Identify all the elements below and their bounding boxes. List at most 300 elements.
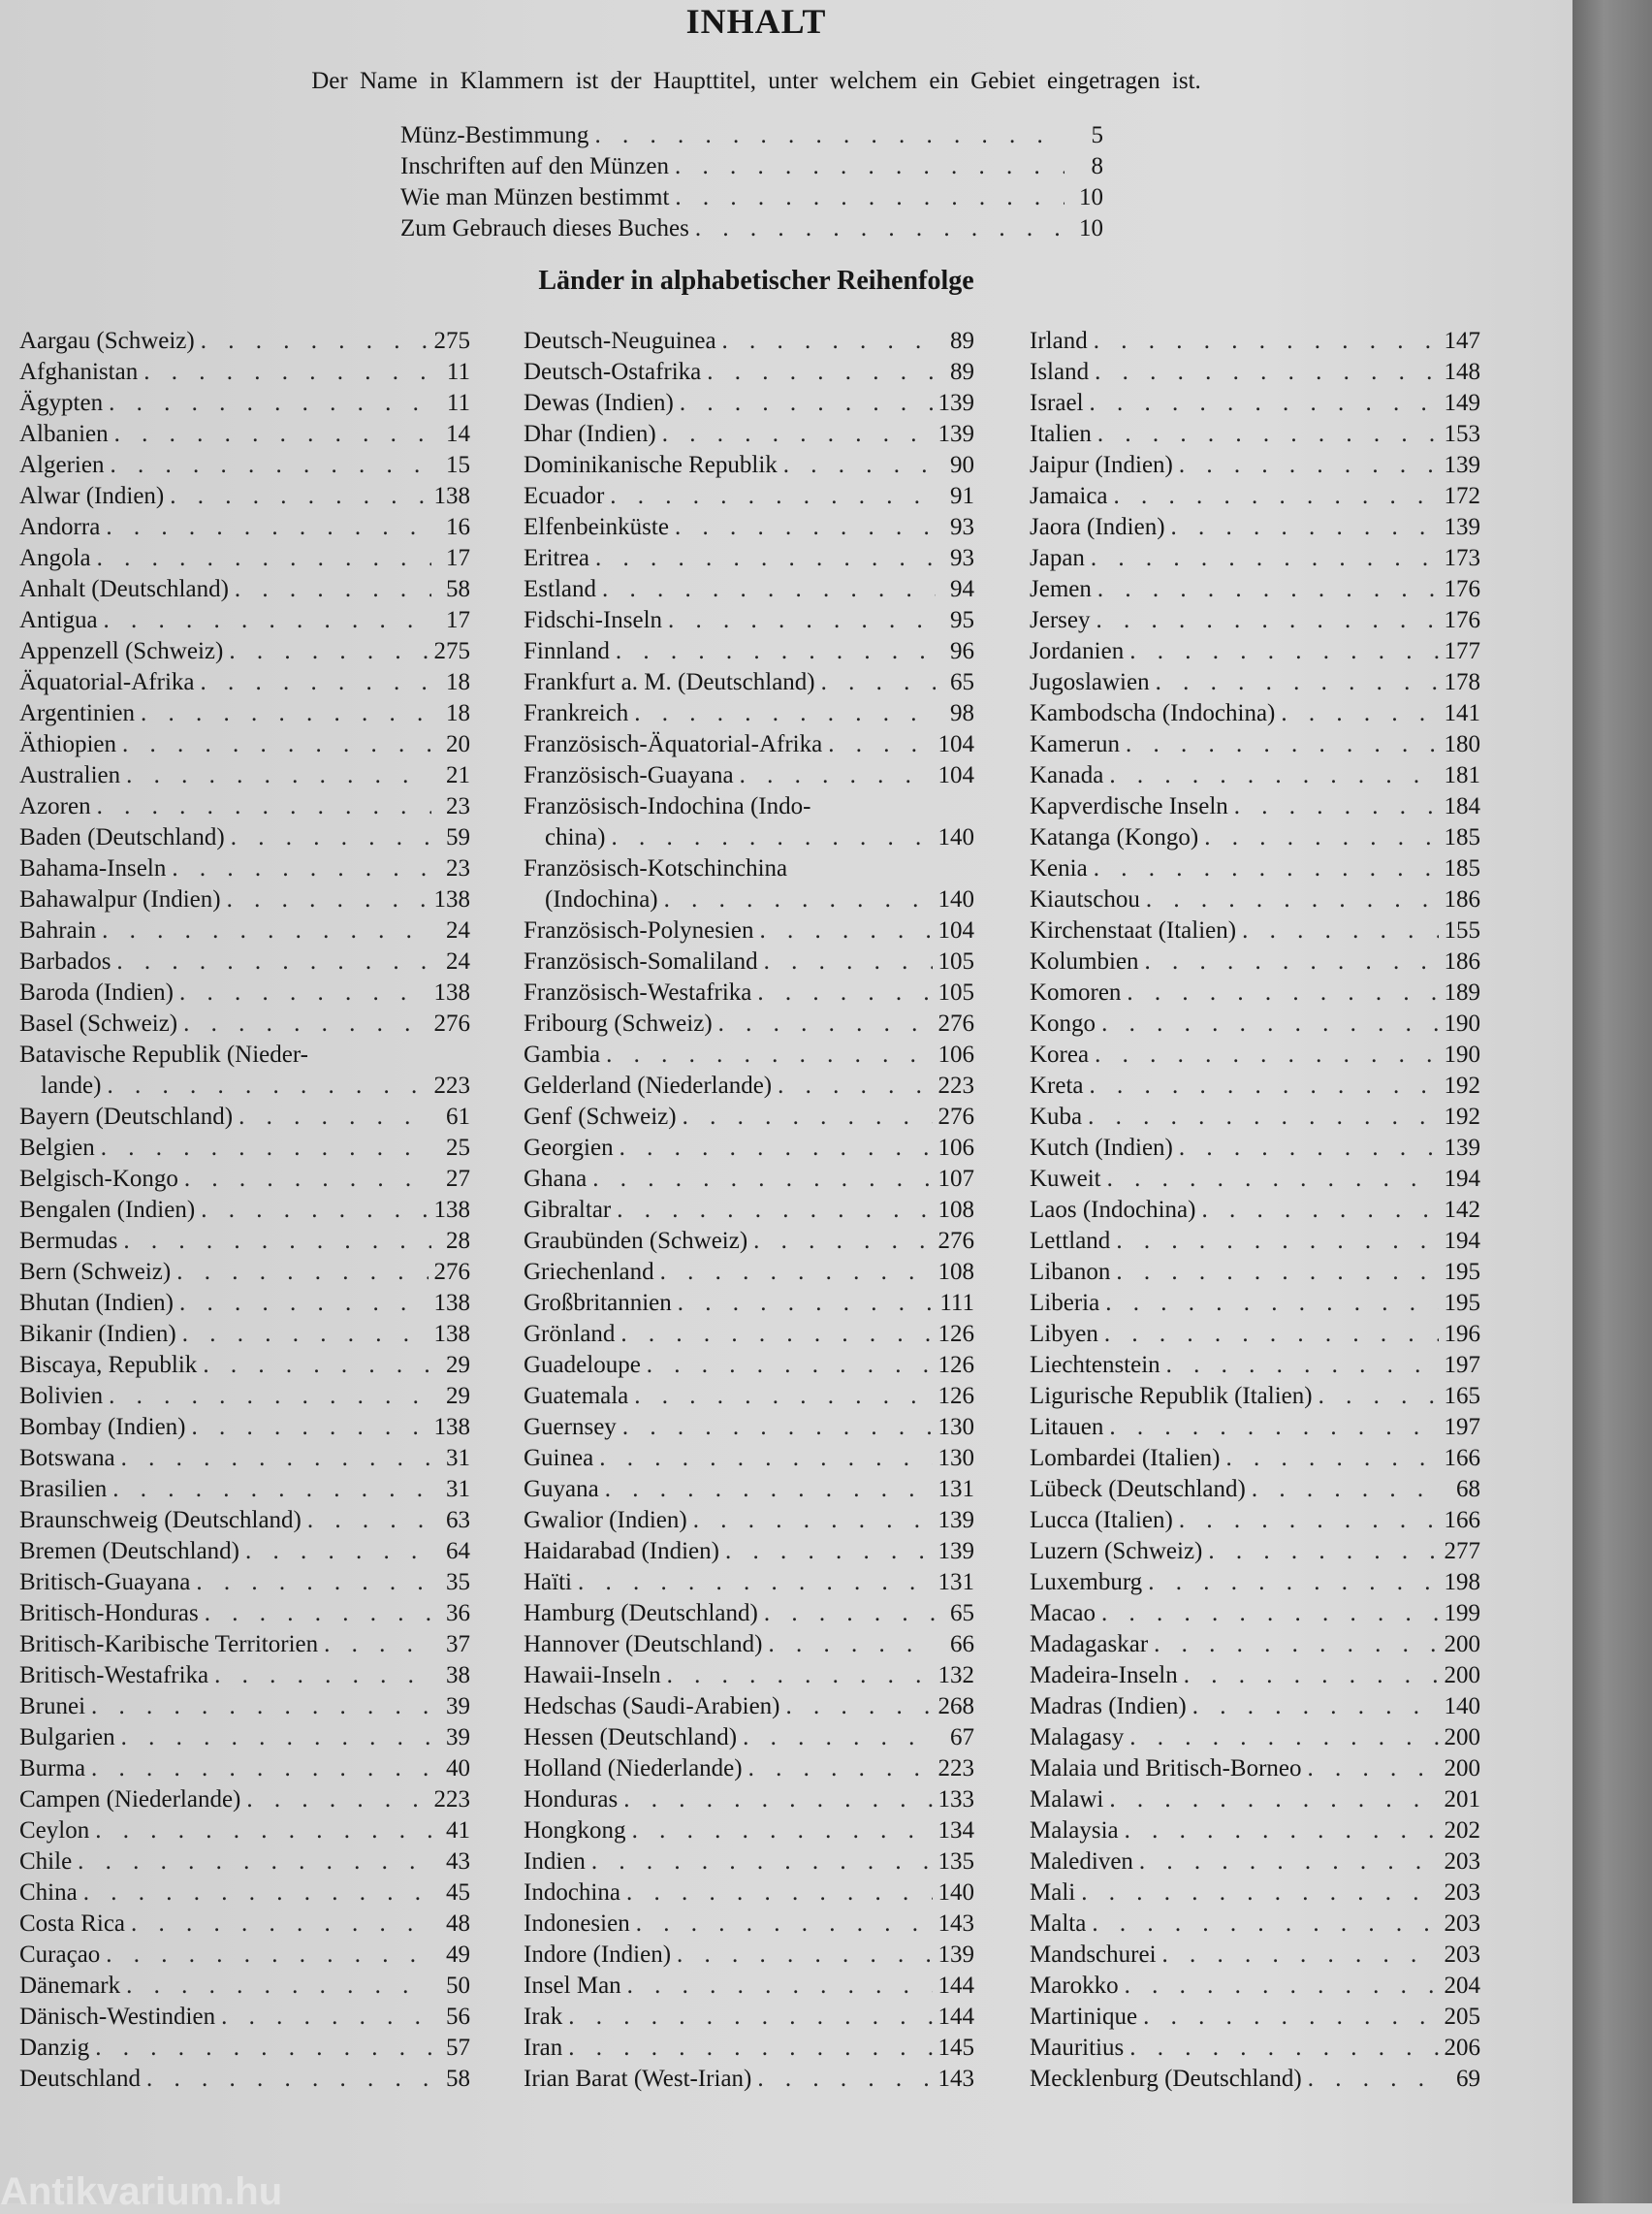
entry-name: Jemen (1030, 576, 1092, 602)
index-entry (524, 1848, 974, 1879)
entry-page: 176 (1444, 607, 1480, 633)
entry-page: 24 (446, 917, 470, 944)
entry-page: 200 (1444, 1631, 1480, 1657)
index-entry (19, 1600, 470, 1631)
index-entry (524, 421, 974, 452)
dot-leader (1281, 700, 1438, 727)
entry-page: 134 (937, 1817, 974, 1844)
dot-leader (677, 1941, 932, 1969)
dot-leader (616, 638, 936, 665)
entry-page: 105 (937, 979, 974, 1006)
dot-leader (606, 1042, 932, 1069)
entry-page: 155 (1444, 917, 1480, 944)
entry-name: Wie man Münzen bestimmt (400, 184, 670, 210)
entry-name: Jersey (1030, 607, 1091, 633)
entry-page: 153 (1444, 421, 1480, 447)
index-entry (1030, 855, 1480, 886)
entry-name: Ligurische Republik (Italien) (1030, 1383, 1313, 1409)
index-entry (400, 215, 1103, 246)
index-entry (524, 1166, 974, 1197)
entry-page: 197 (1444, 1414, 1480, 1440)
dot-leader (778, 1073, 932, 1100)
index-entry (19, 700, 470, 731)
toc-list (400, 122, 1103, 246)
entry-name: Antigua (19, 607, 98, 633)
index-entry (400, 122, 1103, 153)
entry-page: 132 (937, 1662, 974, 1688)
entry-page: 126 (937, 1321, 974, 1347)
dot-leader (695, 215, 1064, 242)
index-entry (19, 390, 470, 421)
dot-leader (1096, 607, 1438, 634)
entry-page: 196 (1444, 1321, 1480, 1347)
dot-leader (634, 700, 936, 727)
entry-page: 93 (950, 545, 974, 571)
dot-leader (182, 1321, 429, 1348)
entry-name: Lucca (Italien) (1030, 1507, 1173, 1533)
dot-leader (722, 328, 936, 355)
dot-leader (200, 669, 431, 696)
entry-name: Kapverdische Inseln (1030, 793, 1228, 819)
dot-leader (660, 1259, 933, 1286)
entry-name: Jordanien (1030, 638, 1125, 664)
dot-leader (1114, 483, 1439, 510)
dot-leader (610, 483, 936, 510)
entry-name: Frankreich (524, 700, 629, 726)
entry-name: Jaora (Indien) (1030, 514, 1165, 540)
index-entry (19, 1662, 470, 1693)
index-entry (19, 979, 470, 1011)
entry-name: Belgisch-Kongo (19, 1166, 178, 1192)
dot-leader (245, 1538, 431, 1565)
entry-page: 149 (1444, 390, 1480, 416)
entry-name: Libanon (1030, 1259, 1111, 1285)
index-entry (524, 1631, 974, 1662)
dot-leader (1094, 855, 1439, 882)
entry-page: 195 (1444, 1259, 1480, 1285)
dot-leader (599, 1445, 932, 1472)
entry-name: Lettland (1030, 1228, 1111, 1254)
entry-name: Hamburg (Deutschland) (524, 1600, 758, 1626)
index-entry (19, 1166, 470, 1197)
dot-leader (611, 824, 932, 851)
entry-name: Alwar (Indien) (19, 483, 165, 509)
entry-page: 106 (937, 1135, 974, 1161)
entry-name: Indien (524, 1848, 586, 1875)
index-entry (19, 1910, 470, 1941)
entry-name: Bolivien (19, 1383, 104, 1409)
entry-page: 223 (937, 1755, 974, 1781)
dot-leader (227, 886, 429, 914)
dot-leader (1208, 1538, 1438, 1565)
entry-page: 203 (1444, 1848, 1480, 1875)
entry-page: 165 (1444, 1383, 1480, 1409)
index-entry (524, 1600, 974, 1631)
dot-leader (229, 638, 428, 665)
entry-name: Bremen (Deutschland) (19, 1538, 240, 1564)
entry-page: 148 (1444, 359, 1480, 385)
dot-leader (591, 1848, 933, 1876)
index-entry (524, 1476, 974, 1507)
entry-page: 18 (446, 700, 470, 726)
entry-page: 49 (446, 1941, 470, 1968)
index-entry (1030, 979, 1480, 1011)
entry-name: Dewas (Indien) (524, 390, 674, 416)
entry-name: Grönland (524, 1321, 616, 1347)
index-entry (19, 1879, 470, 1910)
dot-leader (594, 122, 1064, 149)
dot-leader (205, 1600, 431, 1627)
entry-name: Kirchenstaat (Italien) (1030, 917, 1237, 944)
entry-name: Campen (Niederlande) (19, 1786, 241, 1813)
dot-leader (122, 731, 431, 758)
entry-page: 11 (446, 390, 470, 416)
index-entry (524, 576, 974, 607)
index-entry (524, 390, 974, 421)
entry-name: Bikanir (Indien) (19, 1321, 176, 1347)
entry-name: Danzig (19, 2035, 90, 2061)
dot-leader (1129, 1724, 1438, 1751)
dot-leader (1101, 1600, 1438, 1627)
index-entry (19, 421, 470, 452)
intro-note: Der Name in Klammern ist der Haupttitel, unter welchem ein Gebiet eingetragen ist. (311, 68, 1201, 94)
index-entry (19, 1011, 470, 1042)
entry-page: 96 (950, 638, 974, 664)
entry-page: 28 (446, 1228, 470, 1254)
entry-page: 144 (937, 2004, 974, 2030)
entry-page: 180 (1444, 731, 1480, 757)
entry-name: Eritrea (524, 545, 590, 571)
entry-name: Libyen (1030, 1321, 1098, 1347)
entry-page: 108 (937, 1197, 974, 1223)
index-entry (19, 1073, 470, 1104)
dot-leader (568, 2035, 932, 2062)
entry-name: Mali (1030, 1879, 1076, 1906)
entry-name: Guadeloupe (524, 1352, 641, 1378)
entry-name: Jugoslawien (1030, 669, 1150, 695)
index-entry (1030, 1848, 1480, 1879)
entry-name: Gambia (524, 1042, 601, 1068)
index-entry (524, 1910, 974, 1941)
index-entry (1030, 1755, 1480, 1786)
entry-name: Malawi (1030, 1786, 1104, 1813)
index-entry (1030, 1941, 1480, 1973)
entry-name: Deutschland (19, 2066, 141, 2092)
entry-name: Litauen (1030, 1414, 1104, 1440)
entry-name: Bahrain (19, 917, 97, 944)
entry-page: 177 (1444, 638, 1480, 664)
entry-name: Jamaica (1030, 483, 1108, 509)
entry-name: Braunschweig (Deutschland) (19, 1507, 302, 1533)
index-entry (524, 1755, 974, 1786)
dot-leader (668, 607, 936, 634)
entry-page: 66 (950, 1631, 974, 1657)
entry-name: Laos (Indochina) (1030, 1197, 1196, 1223)
entry-name: Dänisch-Westindien (19, 2004, 216, 2030)
entry-name: Basel (Schweiz) (19, 1011, 178, 1037)
entry-page: 138 (433, 1197, 470, 1223)
dot-leader (636, 1910, 933, 1938)
entry-name: Bayern (Deutschland) (19, 1104, 234, 1130)
index-entry (524, 917, 974, 948)
entry-name: Iran (524, 2035, 563, 2061)
entry-name: Macao (1030, 1600, 1096, 1626)
index-entry (400, 184, 1103, 215)
entry-page: 145 (937, 2035, 974, 2061)
index-entry (1030, 514, 1480, 545)
index-entry (19, 1507, 470, 1538)
entry-page: 176 (1444, 576, 1480, 602)
entry-page: 275 (433, 638, 470, 664)
entry-page: 194 (1444, 1228, 1480, 1254)
entry-name: Irian Barat (West-Irian) (524, 2066, 752, 2092)
entry-page: 140 (937, 1879, 974, 1906)
entry-page: 143 (937, 1910, 974, 1937)
dot-leader (1088, 1104, 1438, 1131)
dot-leader (176, 1259, 428, 1286)
entry-name: Irland (1030, 328, 1088, 354)
index-entry (19, 855, 470, 886)
entry-name: Marokko (1030, 1973, 1119, 1999)
entry-name: Angola (19, 545, 91, 571)
index-entry (1030, 948, 1480, 979)
entry-name: Brunei (19, 1693, 86, 1719)
index-entry (1030, 2035, 1480, 2066)
index-entry (1030, 1104, 1480, 1135)
entry-page: 50 (446, 1973, 470, 1999)
dot-leader (626, 1879, 933, 1907)
entry-page: 23 (446, 855, 470, 882)
index-entry (1030, 1724, 1480, 1755)
dot-leader (1127, 979, 1438, 1007)
dot-leader (667, 1662, 933, 1689)
index-entry (1030, 1973, 1480, 2004)
dot-leader (578, 1569, 933, 1596)
index-entry (19, 917, 470, 948)
index-entry (524, 1383, 974, 1414)
dot-leader (675, 514, 936, 541)
index-entry (524, 731, 974, 762)
dot-leader (1252, 1476, 1442, 1503)
entry-page: 201 (1444, 1786, 1480, 1813)
entry-name: Dhar (Indien) (524, 421, 656, 447)
page-title: INHALT (685, 2, 827, 41)
entry-page: 139 (1444, 452, 1480, 478)
entry-page: 98 (950, 700, 974, 726)
index-entry (19, 2035, 470, 2066)
entry-name: Bulgarien (19, 1724, 115, 1750)
entry-page: 130 (937, 1414, 974, 1440)
entry-page: 65 (950, 1600, 974, 1626)
dot-leader (1092, 1910, 1438, 1938)
index-entry (1030, 1197, 1480, 1228)
entry-name: Hessen (Deutschland) (524, 1724, 738, 1750)
entry-name: Kamerun (1030, 731, 1121, 757)
dot-leader (184, 1166, 431, 1193)
index-entry (19, 2004, 470, 2035)
entry-page: 200 (1444, 1662, 1480, 1688)
entry-page: 277 (1444, 1538, 1480, 1564)
index-entry (524, 328, 974, 359)
entry-page: 138 (433, 1414, 470, 1440)
index-entry (19, 2066, 470, 2097)
index-entry (19, 886, 470, 917)
dot-leader (605, 1476, 933, 1503)
dot-leader (1090, 390, 1439, 417)
dot-leader (1179, 1135, 1439, 1162)
index-entry (524, 2035, 974, 2066)
index-entry (19, 1414, 470, 1445)
dot-leader (231, 824, 431, 851)
dot-leader (1192, 1693, 1439, 1720)
dot-leader (753, 1228, 932, 1255)
entry-name: Französisch-Polynesien (524, 917, 754, 944)
dot-leader (595, 545, 936, 572)
index-entry (1030, 359, 1480, 390)
dot-leader (106, 1941, 431, 1969)
index-entry (524, 1011, 974, 1042)
dot-leader (1125, 1817, 1439, 1845)
entry-page: 39 (446, 1724, 470, 1750)
entry-page: 10 (1079, 184, 1103, 210)
index-entry (1030, 1600, 1480, 1631)
index-entry (524, 824, 974, 855)
dot-leader (662, 421, 933, 448)
entry-page: 58 (446, 576, 470, 602)
entry-name: Indore (Indien) (524, 1941, 672, 1968)
dot-leader (141, 700, 431, 727)
index-entry (1030, 1011, 1480, 1042)
dot-leader (1095, 359, 1438, 386)
index-entry (524, 1507, 974, 1538)
index-entry (524, 514, 974, 545)
dot-leader (238, 1104, 431, 1131)
index-entry (524, 359, 974, 390)
index-entry (1030, 669, 1480, 700)
entry-name: Französisch-Äquatorial-Afrika (524, 731, 823, 757)
entry-name: Inschriften auf den Münzen (400, 153, 669, 179)
dot-leader (179, 1290, 429, 1317)
entry-page: 205 (1444, 2004, 1480, 2030)
entry-name: Fidschi-Inseln (524, 607, 663, 633)
dot-leader (1201, 1197, 1438, 1224)
index-entry (1030, 917, 1480, 948)
entry-name: Baroda (Indien) (19, 979, 174, 1006)
index-entry (1030, 1786, 1480, 1817)
index-entry (524, 607, 974, 638)
entry-page: 133 (937, 1786, 974, 1813)
dot-leader (1318, 1383, 1439, 1410)
entry-page: 195 (1444, 1290, 1480, 1316)
index-entry (524, 1135, 974, 1166)
entry-page: 89 (950, 359, 974, 385)
entry-name: Mandschurei (1030, 1941, 1157, 1968)
index-entry (524, 483, 974, 514)
dot-leader (1225, 1445, 1438, 1472)
entry-page: 131 (937, 1476, 974, 1502)
index-entry (1030, 452, 1480, 483)
index-entry (1030, 421, 1480, 452)
entry-page: 17 (446, 545, 470, 571)
entry-page: 69 (1456, 2066, 1480, 2092)
entry-name: Georgien (524, 1135, 614, 1161)
entry-page: 14 (446, 421, 470, 447)
entry-name: Liechtenstein (1030, 1352, 1160, 1378)
entry-name: Guatemala (524, 1383, 629, 1409)
dot-leader (617, 1197, 932, 1224)
entry-name: Kambodscha (Indochina) (1030, 700, 1276, 726)
dot-leader (1143, 2004, 1438, 2031)
dot-leader (1148, 1569, 1438, 1596)
entry-page: 25 (446, 1135, 470, 1161)
dot-leader (107, 1073, 428, 1100)
dot-leader (146, 2066, 431, 2093)
index-entry (1030, 1910, 1480, 1941)
entry-name: Costa Rica (19, 1910, 126, 1937)
entry-page: 21 (446, 762, 470, 788)
index-entry (524, 2004, 974, 2035)
entry-page: 138 (433, 979, 470, 1006)
entry-name: Komoren (1030, 979, 1122, 1006)
index-entry (1030, 1693, 1480, 1724)
entry-name: Madagaskar (1030, 1631, 1149, 1657)
entry-page: 139 (937, 390, 974, 416)
entry-page: 27 (446, 1166, 470, 1192)
entry-page: 190 (1444, 1042, 1480, 1068)
entry-page: 18 (446, 669, 470, 695)
index-entry (1030, 607, 1480, 638)
entry-name: Martinique (1030, 2004, 1138, 2030)
dot-leader (1101, 1011, 1438, 1038)
entry-name: Estland (524, 576, 596, 602)
dot-leader (620, 1321, 932, 1348)
entry-name: Lombardei (Italien) (1030, 1445, 1221, 1471)
index-entry (1030, 1507, 1480, 1538)
entry-page: 202 (1444, 1817, 1480, 1844)
dot-leader (172, 855, 431, 882)
dot-leader (1234, 793, 1439, 820)
entry-name: Elfenbeinküste (524, 514, 669, 540)
index-entry (19, 1259, 470, 1290)
entry-page: 11 (446, 359, 470, 385)
index-entry (524, 1538, 974, 1569)
dot-leader (1184, 1662, 1439, 1689)
dot-leader (121, 1445, 431, 1472)
index-entry (524, 979, 974, 1011)
dot-leader (740, 762, 933, 789)
entry-name: Kanada (1030, 762, 1104, 788)
entry-page: 108 (937, 1259, 974, 1285)
book-edge (1573, 0, 1652, 2203)
index-column-1 (19, 328, 470, 2097)
entry-page: 17 (446, 607, 470, 633)
entry-page: 95 (950, 607, 974, 633)
entry-page: 144 (937, 1973, 974, 1999)
index-entry (524, 762, 974, 793)
entry-name: Bahama-Inseln (19, 855, 167, 882)
index-entry (524, 1569, 974, 1600)
index-entry (19, 824, 470, 855)
entry-name: Kreta (1030, 1073, 1084, 1099)
entry-name: Münz-Bestimmung (400, 122, 589, 148)
index-entry (1030, 2004, 1480, 2035)
index-entry (524, 669, 974, 700)
dot-leader (116, 948, 431, 976)
dot-leader (1109, 762, 1438, 789)
entry-name: Batavische Republik (Nieder- (19, 1042, 309, 1068)
entry-page: 203 (1444, 1910, 1480, 1937)
entry-page: 40 (446, 1755, 470, 1781)
